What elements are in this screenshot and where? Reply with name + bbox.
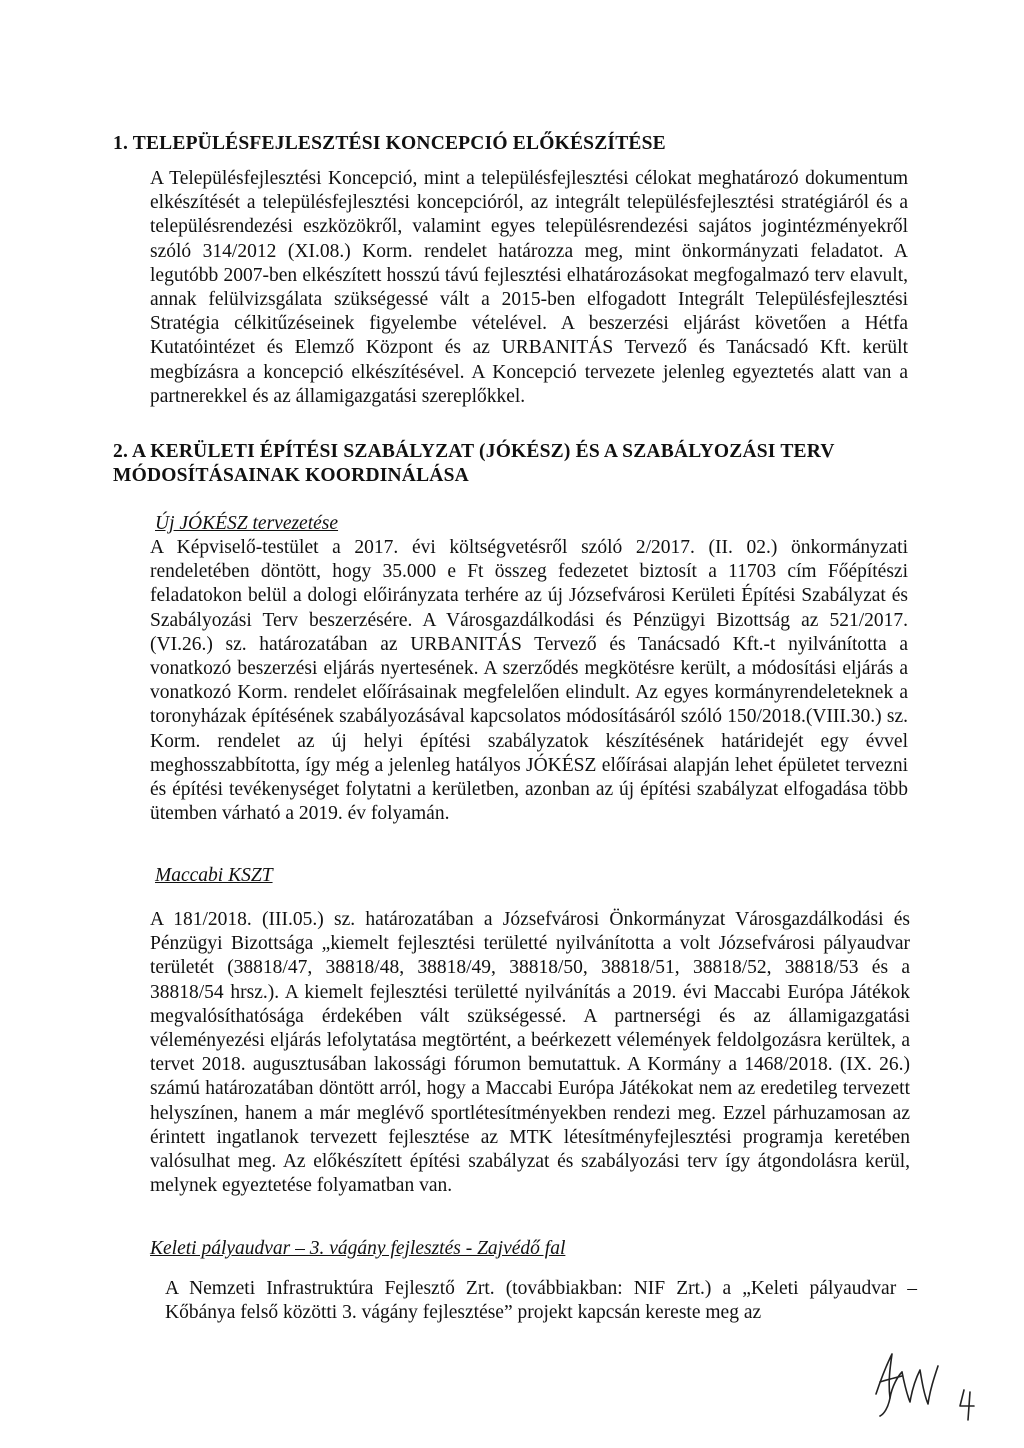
subsection-keleti-title: Keleti pályaudvar – 3. vágány fejlesztés - Zajvédő fal [150, 1238, 566, 1259]
subsection-maccabi-paragraph: A 181/2018. (III.05.) sz. határozatában a Józsefvárosi Önkormányzat Városgazdálkodási és Pénzügyi Bizottsága „kiemelt fejlesztési területté nyilvánította a volt Józsefvárosi pályaudvar területét (38818/47, 38818/48, 38818/49, 38818/50, 38818/51, 38818/52, 38818/53 és a 38818/54 hrsz.). A kiemelt fejlesztési területté nyilvánítás a 2019. évi Maccabi Európa Játékok megvalósíthatósága érdekében vált szükségessé. A partnerségi és az államigazgatási véleményezési eljárás lefolytatása megtörtént, a beérkezett vélemények feldolgozásra kerültek, a tervet 2018. augusztusában lakossági fórumon bemutattuk. A Kormány a 1468/2018. (IX. 26.) számú határozatában döntött arról, hogy a Maccabi Európa Játékokat nem az eredetileg tervezett helyszínen, hanem a már meglévő sportlétesítményekben rendezi meg. Ezzel párhuzamosan az érintett ingatlanok tervezett fejlesztése az MTK létesítményfejlesztési programja keretében valósulhat meg. Az előkészített építési szabályzat és szabályozási terv így átgondolásra kerül, melynek egyeztetése folyamatban van. [150, 909, 910, 1197]
handwritten-signature [868, 1332, 988, 1422]
section-1-paragraph: A Településfejlesztési Koncepció, mint a településfejlesztési célokat meghatározó dokumentum elkészítését a településfejlesztési koncepcióról, az integrált településfejlesztési stratégiáról és a településrendezési eszközökről, valamint egyes településrendezési sajátos jogintézményekről szóló 314/2012 (XI.08.) Korm. rendelet határozza meg, mint önkormányzati feladatot. A legutóbb 2007-ben elkészített hosszú távú fejlesztési elhatározásokat megfogalmazó terv elavult, annak felülvizsgálata szükségessé vált a 2015-ben elfogadott Integrált Településfejlesztési Stratégia célkitűzéseinek figyelembe vételével. A beszerzési eljárást követően a Hétfa Kutatóintézet és Elemző Központ és az URBANITÁS Tervező és Tanácsadó Kft. került megbízásra a koncepció elkészítésével. A Koncepció tervezete jelenleg egyeztetés alatt van a partnerekkel és az államigazgatási szereplőkkel. [150, 168, 908, 407]
subsection-jokesz-paragraph: A Képviselő-testület a 2017. évi költségvetésről szóló 2/2017. (II. 02.) önkormányzati rendeletében döntött, hogy 35.000 e Ft összeg fedezetet biztosít a 11703 cím Főépítészi feladatokon belül a dologi előirányzata terhére az új Józsefvárosi Kerületi Építési Szabályzat és Szabályozási Terv beszerzésére. A Városgazdálkodási és Pénzügyi Bizottság az 521/2017. (VI.26.) sz. határozatában az URBANITÁS Tervező és Tanácsadó Kft.-t nyilvánította a vonatkozó beszerzési eljárás nyertesének. A szerződés megkötésre került, a módosítási eljárás a vonatkozó Korm. rendelet előírásainak megfelelően elindult. Az egyes kormányrendeleteknek a toronyházak építésének szabályozásával kapcsolatos módosításáról szóló 150/2018.(VIII.30.) sz. Korm. rendelet az új helyi építési szabályzatok készítésének határidejét egy évvel meghosszabbította, így még a jelenleg hatályos JÓKÉSZ előírásai alapján lehet épületet tervezni és építési tevékenységet folytatni a kerületben, azonban az új építési szabályzat elfogadása több ütemben várható a 2019. év folyamán. [150, 537, 908, 825]
section-1-heading: 1. TELEPÜLÉSFEJLESZTÉSI KONCEPCIÓ ELŐKÉSZÍTÉSE [113, 133, 666, 154]
subsection-keleti-paragraph: A Nemzeti Infrastruktúra Fejlesztő Zrt. (továbbiakban: NIF Zrt.) a „Keleti pályaudvar – Kőbánya felső közötti 3. vágány fejlesztése” projekt kapcsán kereste meg az [165, 1278, 917, 1324]
section-2-heading: 2. A KERÜLETI ÉPÍTÉSI SZABÁLYZAT (JÓKÉSZ) ÉS A SZABÁLYOZÁSI TERV MÓDOSÍTÁSAINAK KOORDINÁLÁSA [113, 441, 835, 486]
subsection-jokesz-title: Új JÓKÉSZ tervezetése [155, 513, 339, 534]
subsection-maccabi-title: Maccabi KSZT [155, 865, 273, 886]
